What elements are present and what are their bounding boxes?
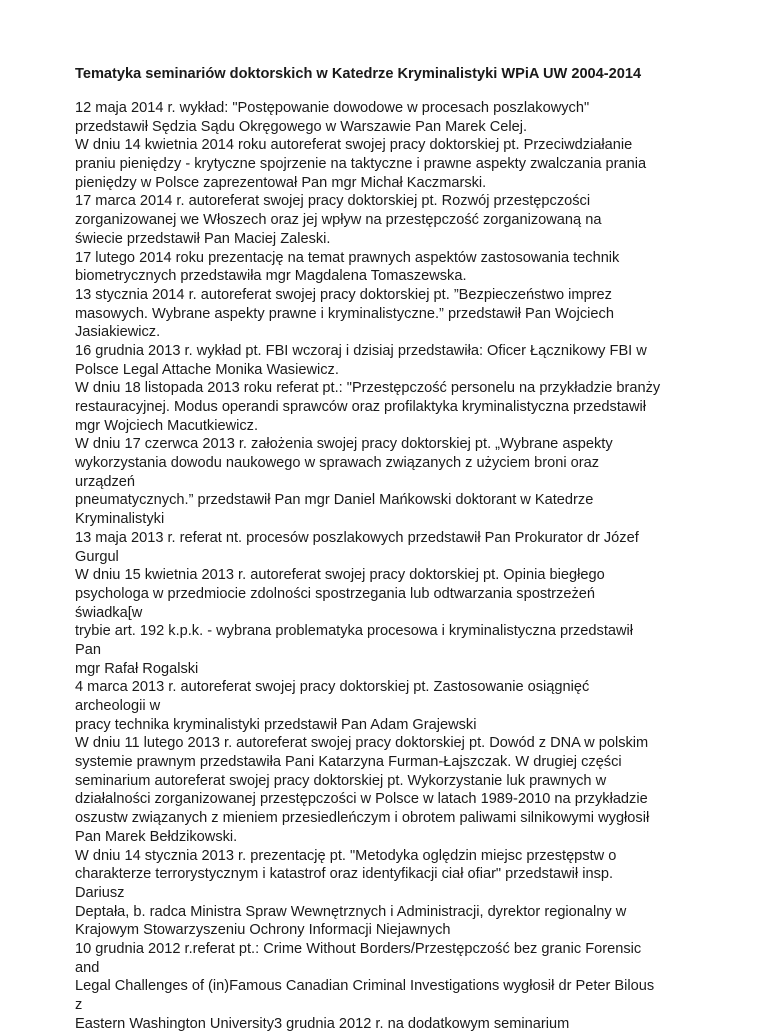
text-line: biometrycznych przedstawiła mgr Magdalena Tomaszewska. [75,268,467,285]
text-line: W dniu 11 lutego 2013 r. autoreferat swojej pracy doktorskiej pt. Dowód z DNA w polskim [75,735,649,752]
text-line: and [75,959,100,976]
text-line: W dniu 14 kwietnia 2014 roku autoreferat swojej pracy doktorskiej pt. Przeciwdziałanie [75,137,633,154]
text-line: wykorzystania dowodu naukowego w sprawach związanych z użyciem broni oraz [75,455,599,472]
document-title: Tematyka seminariów doktorskich w Katedrze Kryminalistyki WPiA UW 2004-2014 [75,66,642,82]
text-line: Legal Challenges of (in)Famous Canadian Criminal Investigations wygłosił dr Peter Bilous [75,978,655,995]
text-line: z [75,997,83,1013]
text-line: 10 grudnia 2012 r.referat pt.: Crime Without Borders/Przestępczość bez granic Forensic [75,940,642,957]
text-line: świecie przedstawił Pan Maciej Zaleski. [75,230,331,247]
text-line: urządzeń [75,473,136,490]
text-line: Dariusz [75,884,125,901]
text-line: restauracyjnej. Modus operandi sprawców oraz profilaktyka kryminalistyczna przedstawił [75,399,647,415]
text-line: charakterze terrorystycznym i katastrof oraz identyfikacji ciał ofiar" przedstawił insp. [75,866,614,883]
text-line: Jasiakiewicz. [75,324,161,341]
text-line: trybie art. 192 k.p.k. - wybrana problematyka procesowa i kryminalistyczna przedstawił [75,623,634,640]
text-line: W dniu 15 kwietnia 2013 r. autoreferat swojej pracy doktorskiej pt. Opinia biegłego [75,567,605,584]
text-line: Pan [75,641,101,658]
text-line: Krajowym Stowarzyszeniu Ochrony Informacji Niejawnych [75,922,451,939]
text-line: 4 marca 2013 r. autoreferat swojej pracy doktorskiej pt. Zastosowanie osiągnięć [75,679,590,696]
text-line: mgr Wojciech Macutkiewicz. [75,417,259,434]
text-line: świadka[w [75,604,143,621]
text-line: W dniu 17 czerwca 2013 r. założenia swojej pracy doktorskiej pt. „Wybrane aspekty [75,436,613,453]
text-line: działalności zorganizowanej przestępczości w Polsce w latach 1989-2010 na przykładzie [75,791,648,808]
text-line: Gurgul [75,548,119,565]
text-line: 17 lutego 2014 roku prezentację na temat prawnych aspektów zastosowania technik [75,249,620,266]
text-line: Polsce Legal Attache Monika Wasiewicz. [75,361,339,378]
text-line: Kryminalistyki [75,511,165,528]
text-line: archeologii w [75,698,161,714]
text-line: Eastern Washington University3 grudnia 2012 r. na dodatkowym seminarium [75,1015,570,1032]
text-line: seminarium autoreferat swojej pracy doktorskiej pt. Wykorzystanie luk prawnych w [75,772,607,789]
text-line: 13 stycznia 2014 r. autoreferat swojej pracy doktorskiej pt. ”Bezpieczeństwo imprez [75,286,612,303]
text-line: oszustw związanych z mieniem przesiedleńczym i obrotem paliwami silnikowymi wygłosił [75,810,650,827]
text-line: Deptała, b. radca Ministra Spraw Wewnętrznych i Administracji, dyrektor regionalny w [75,903,627,920]
text-line: Pan Marek Bełdzikowski. [75,828,238,845]
text-line: 16 grudnia 2013 r. wykład pt. FBI wczoraj i dzisiaj przedstawiła: Oficer Łącznikowy FBI w [75,342,647,359]
document-body [75,99,735,1033]
text-line: zorganizowanej we Włoszech oraz jej wpływ na przestępczość zorganizowaną na [75,212,602,229]
text-line: praniu pieniędzy - krytyczne spojrzenie na taktyczne i prawne aspekty zwalczania prania [75,156,647,173]
text-line: 12 maja 2014 r. wykład: "Postępowanie dowodowe w procesach poszlakowych" [75,100,590,116]
text-line: pracy technika kryminalistyki przedstawił Pan Adam Grajewski [75,716,477,733]
text-line: 17 marca 2014 r. autoreferat swojej pracy doktorskiej pt. Rozwój przestępczości [75,193,591,210]
text-line: przedstawił Sędzia Sądu Okręgowego w Warszawie Pan Marek Celej. [75,118,528,135]
text-line: masowych. Wybrane aspekty prawne i kryminalistyczne.” przedstawił Pan Wojciech [75,305,614,322]
text-line: psychologa w przedmiocie zdolności spostrzegania lub odtwarzania spostrzeżeń [75,585,595,602]
text-line: mgr Rafał Rogalski [75,660,199,677]
text-line: systemie prawnym przedstawiła Pani Katarzyna Furman-Łajszczak. W drugiej części [75,754,622,771]
text-line: W dniu 18 listopada 2013 roku referat pt.: "Przestępczość personelu na przykładzie branży [75,380,661,397]
text-line: W dniu 14 stycznia 2013 r. prezentację pt. "Metodyka oględzin miejsc przestępstw o [75,847,617,864]
text-line: 13 maja 2013 r. referat nt. procesów poszlakowych przedstawił Pan Prokurator dr Józef [75,529,639,546]
text-line: pieniędzy w Polsce zaprezentował Pan mgr Michał Kaczmarski. [75,174,487,191]
text-line: pneumatycznych.” przedstawił Pan mgr Daniel Mańkowski doktorant w Katedrze [75,492,594,509]
